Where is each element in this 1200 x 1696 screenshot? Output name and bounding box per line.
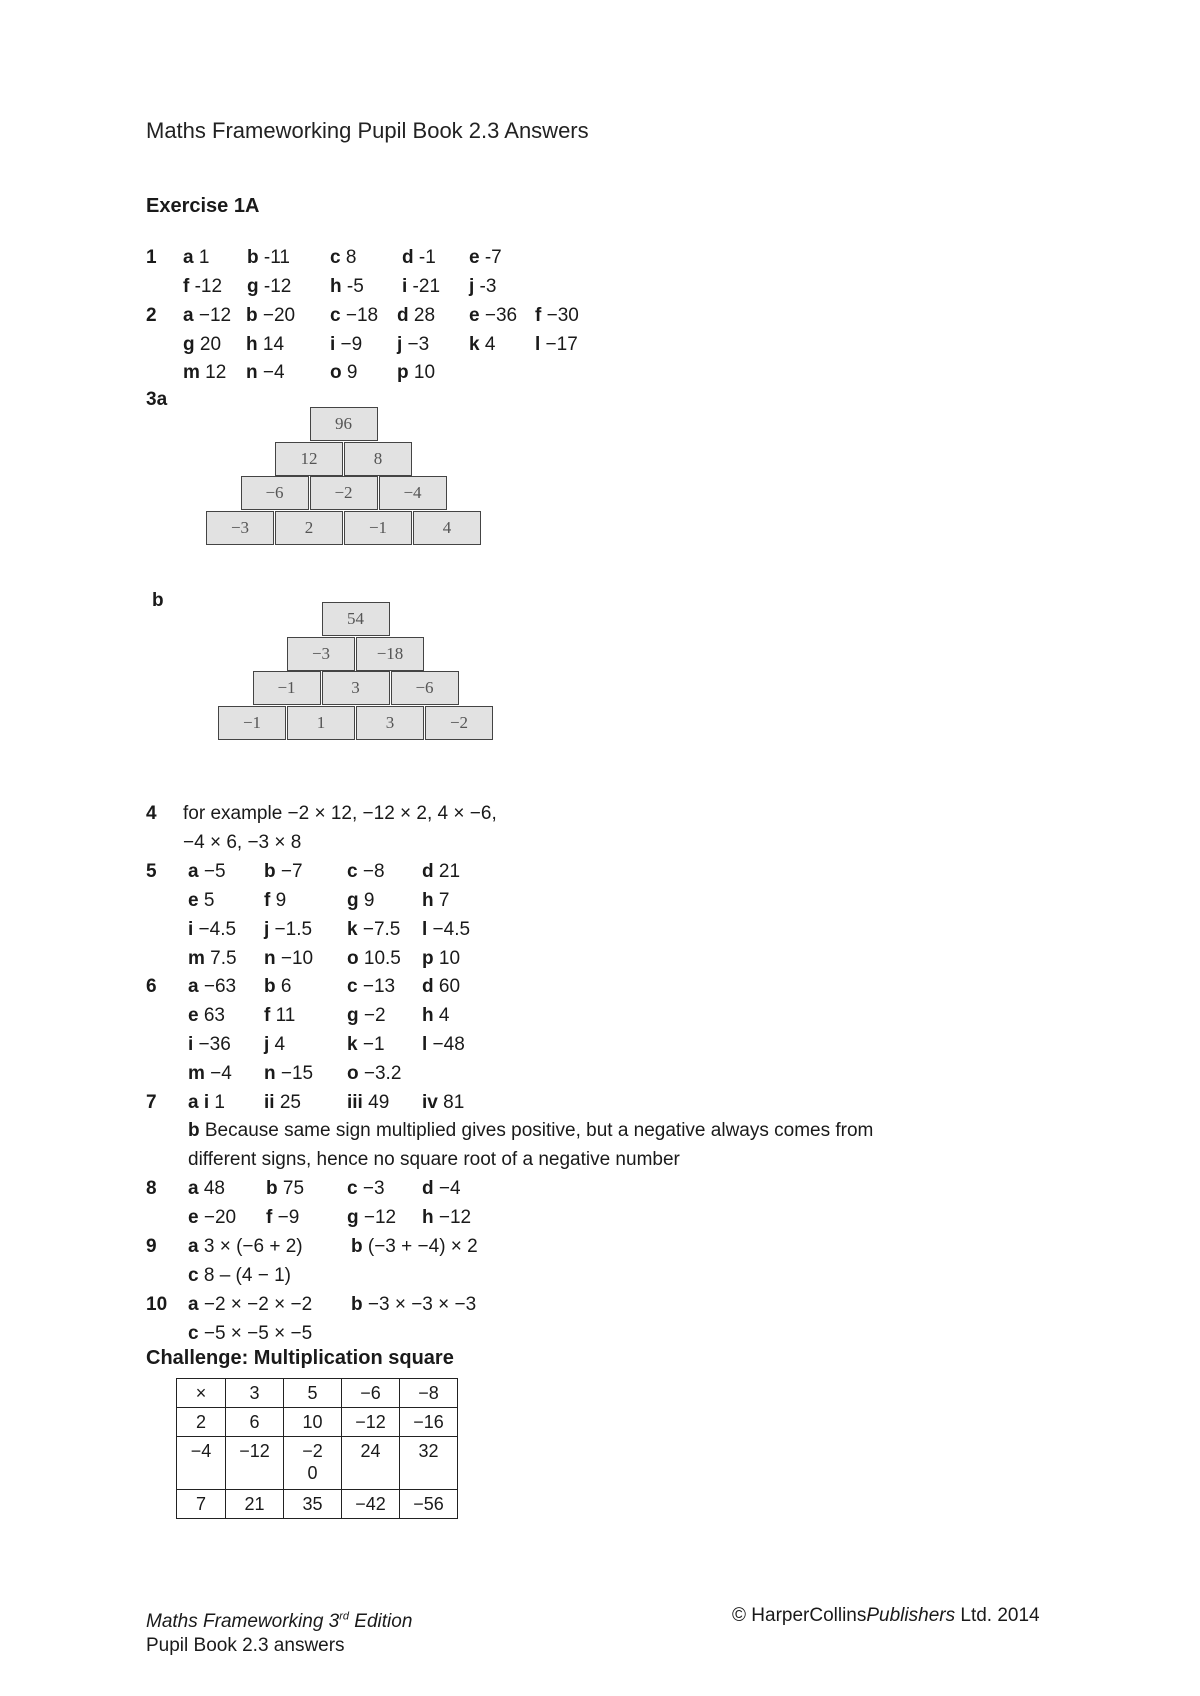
answer-part-n: n −15 — [264, 1063, 314, 1084]
answer-part-f: f -12 — [183, 276, 223, 297]
pyramid-brick: −2 — [310, 476, 378, 510]
table-cell: −56 — [400, 1490, 458, 1519]
table-row — [177, 1490, 458, 1519]
answer-part-b: b −7 — [264, 861, 303, 882]
answer-part-l: l −17 — [535, 334, 578, 355]
answer-part-d: d −4 — [422, 1178, 461, 1199]
answer-part-c: c −3 — [347, 1178, 385, 1199]
answer-part-j: j −1.5 — [264, 919, 313, 940]
question-10-number: 10 — [146, 1294, 168, 1315]
answer-part-k: k 4 — [469, 334, 496, 355]
answer-part-g: g 20 — [183, 334, 222, 355]
answer-part-p: p 10 — [422, 948, 461, 969]
pyramid-brick: 54 — [322, 602, 390, 636]
answer-part-h: h 7 — [422, 890, 450, 911]
pyramid-brick: −1 — [253, 671, 321, 705]
answer-part-g: g -12 — [247, 276, 292, 297]
table-cell: −42 — [342, 1490, 400, 1519]
table-cell: −2 0 — [284, 1437, 342, 1490]
answer-part-a: a 1 — [183, 247, 210, 268]
answer-part-c: c 8 – (4 − 1) — [188, 1265, 291, 1286]
pyramid-brick: −18 — [356, 637, 424, 671]
table-cell: × — [177, 1379, 226, 1408]
pyramid-brick: −1 — [344, 511, 412, 545]
answer-part-c: c −13 — [347, 976, 396, 997]
pyramid-brick: 12 — [275, 442, 343, 476]
footer-edition-line2: Pupil Book 2.3 answers — [146, 1635, 345, 1657]
table-cell: −4 — [177, 1437, 226, 1490]
table-cell: 3 — [226, 1379, 284, 1408]
question-7-number: 7 — [146, 1092, 157, 1113]
pyramid-brick: 96 — [310, 407, 378, 441]
answer-part-k: k −1 — [347, 1034, 385, 1055]
table-cell: −12 — [342, 1408, 400, 1437]
question-5-number: 5 — [146, 861, 157, 882]
exercise-title: Exercise 1A — [146, 195, 260, 217]
pyramid-brick: −1 — [218, 706, 286, 740]
question-7b-line: b Because same sign multiplied gives positive, but a negative always comes from — [188, 1120, 874, 1141]
question-4-line: for example −2 × 12, −12 × 2, 4 × −6, — [183, 803, 497, 824]
answer-part-b: b −3 × −3 × −3 — [351, 1294, 477, 1315]
pyramid-brick: −2 — [425, 706, 493, 740]
answer-part-a: a −12 — [183, 305, 232, 326]
question-7b-line: different signs, hence no square root of a negative number — [188, 1149, 680, 1170]
table-cell: −6 — [342, 1379, 400, 1408]
answer-part-g: g −12 — [347, 1207, 397, 1228]
question-2-number: 2 — [146, 305, 157, 326]
answer-part-b: b 75 — [266, 1178, 305, 1199]
pyramid-brick: 2 — [275, 511, 343, 545]
pyramid-brick: 3 — [356, 706, 424, 740]
pyramid-brick: 8 — [344, 442, 412, 476]
pyramid-brick: −4 — [379, 476, 447, 510]
answer-part-d: d 60 — [422, 976, 461, 997]
table-cell: 10 — [284, 1408, 342, 1437]
document-title: Maths Frameworking Pupil Book 2.3 Answers — [146, 118, 589, 143]
answer-part-a: a −63 — [188, 976, 237, 997]
answer-part-g: g 9 — [347, 890, 375, 911]
answer-part-c: c −8 — [347, 861, 385, 882]
answer-part-l: l −48 — [422, 1034, 465, 1055]
footer-edition — [146, 1605, 412, 1658]
answer-part-f: f −30 — [535, 305, 579, 326]
answer-part-l: l −4.5 — [422, 919, 471, 940]
answer-part-b: b −20 — [246, 305, 296, 326]
answer-part-b: b 6 — [264, 976, 292, 997]
question-8-number: 8 — [146, 1178, 157, 1199]
answer-part-e: e -7 — [469, 247, 502, 268]
question-6-number: 6 — [146, 976, 157, 997]
pyramid-brick: 1 — [287, 706, 355, 740]
answer-part-e: e 63 — [188, 1005, 225, 1026]
answer-part-e: e 5 — [188, 890, 215, 911]
answer-part-a: a −2 × −2 × −2 — [188, 1294, 313, 1315]
answer-part-j: j 4 — [264, 1034, 286, 1055]
answer-part-o: o 9 — [330, 362, 358, 383]
answer-part-i: i −4.5 — [188, 919, 237, 940]
multiplication-square-table — [176, 1378, 458, 1519]
answer-part-h: h −12 — [422, 1207, 472, 1228]
table-cell: 7 — [177, 1490, 226, 1519]
answer-part-f: f 11 — [264, 1005, 296, 1026]
answer-part-e: e −36 — [469, 305, 518, 326]
answer-part-d: d -1 — [402, 247, 436, 268]
answer-part-d: d 21 — [422, 861, 461, 882]
footer-edition-line1: Maths Frameworking 3rd Edition — [146, 1611, 413, 1633]
pyramid-brick: −6 — [391, 671, 459, 705]
answer-part-b: b -11 — [247, 247, 290, 268]
question-3b-label: b — [152, 590, 164, 611]
answer-part-h: h 4 — [422, 1005, 450, 1026]
table-cell: 2 — [177, 1408, 226, 1437]
table-cell: −8 — [400, 1379, 458, 1408]
answer-part-i: i −9 — [330, 334, 363, 355]
answer-part-n: n −4 — [246, 362, 285, 383]
table-cell: −12 — [226, 1437, 284, 1490]
answer-part-e: e −20 — [188, 1207, 237, 1228]
answer-part-i: i -21 — [402, 276, 441, 297]
table-row — [177, 1408, 458, 1437]
answer-part-a: a 3 × (−6 + 2) — [188, 1236, 303, 1257]
table-row — [177, 1437, 458, 1490]
table-cell: 21 — [226, 1490, 284, 1519]
pyramid-brick: −3 — [206, 511, 274, 545]
answer-part-iv: iv 81 — [422, 1092, 465, 1113]
answer-part-g: g −2 — [347, 1005, 386, 1026]
answer-part-h: h -5 — [330, 276, 364, 297]
answer-part-b: b (−3 + −4) × 2 — [351, 1236, 478, 1257]
answer-part-a: a −5 — [188, 861, 226, 882]
table-cell: 5 — [284, 1379, 342, 1408]
answer-part-c: c 8 — [330, 247, 357, 268]
challenge-title: Challenge: Multiplication square — [146, 1347, 454, 1369]
answer-part-m: m 7.5 — [188, 948, 237, 969]
table-cell: 35 — [284, 1490, 342, 1519]
answer-part-i: i −36 — [188, 1034, 231, 1055]
answer-part-f: f −9 — [266, 1207, 300, 1228]
answer-part-f: f 9 — [264, 890, 287, 911]
question-1-number: 1 — [146, 247, 157, 268]
table-cell: −16 — [400, 1408, 458, 1437]
question-3a-label: 3a — [146, 389, 168, 410]
table-cell: 6 — [226, 1408, 284, 1437]
footer-copyright: © HarperCollinsPublishers Ltd. 2014 — [732, 1605, 1040, 1626]
answer-part-k: k −7.5 — [347, 919, 401, 940]
answer-part-n: n −10 — [264, 948, 314, 969]
question-9-number: 9 — [146, 1236, 157, 1257]
answer-part-h: h 14 — [246, 334, 285, 355]
table-cell: 32 — [400, 1437, 458, 1490]
pyramid-brick: 4 — [413, 511, 481, 545]
answer-part-p: p 10 — [397, 362, 436, 383]
answer-part-o: o −3.2 — [347, 1063, 402, 1084]
answer-part-o: o 10.5 — [347, 948, 401, 969]
question-4-number: 4 — [146, 803, 157, 824]
answer-part-ii: ii 25 — [264, 1092, 301, 1113]
question-4-line: −4 × 6, −3 × 8 — [183, 832, 302, 853]
answer-part-iii: iii 49 — [347, 1092, 390, 1113]
answer-part-m: m −4 — [188, 1063, 232, 1084]
answer-part-a: a 48 — [188, 1178, 225, 1199]
answer-part-d: d 28 — [397, 305, 436, 326]
table-cell: 24 — [342, 1437, 400, 1490]
pyramid-brick: −3 — [287, 637, 355, 671]
pyramid-brick: 3 — [322, 671, 390, 705]
answer-part-c: c −5 × −5 × −5 — [188, 1323, 313, 1344]
answer-part-m: m 12 — [183, 362, 227, 383]
answer-part-j: j −3 — [397, 334, 430, 355]
table-row — [177, 1379, 458, 1408]
answer-part-c: c −18 — [330, 305, 379, 326]
pyramid-brick: −6 — [241, 476, 309, 510]
answer-part-j: j -3 — [469, 276, 497, 297]
answer-part-a-i: a i 1 — [188, 1092, 225, 1113]
